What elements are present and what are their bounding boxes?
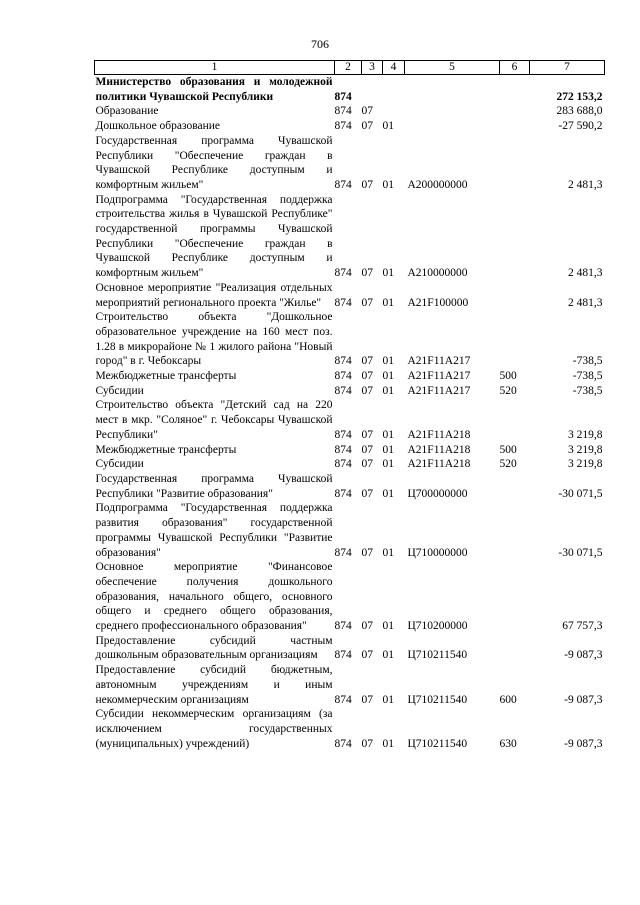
header-col-4: 4 — [383, 61, 405, 75]
row-ministry-code: 874 — [334, 267, 352, 280]
table-row — [95, 369, 605, 384]
row-ministry-code: 874 — [334, 105, 352, 118]
row-target-code: Ц710211540 — [407, 737, 468, 750]
row-section-code: 07 — [361, 296, 373, 309]
row-subsection-code: 01 — [382, 693, 394, 706]
row-subsection-code: 01 — [382, 458, 394, 471]
row-amount: -30 071,5 — [558, 546, 603, 559]
row-expense-type — [500, 310, 530, 369]
row-amount: -9 087,3 — [564, 737, 603, 750]
row-expense-type — [500, 560, 530, 634]
row-expense-type — [500, 281, 530, 310]
row-target-code — [405, 104, 500, 119]
header-col-3: 3 — [362, 61, 383, 75]
row-subsection-code: 01 — [382, 355, 394, 368]
row-expense-type: 500 — [499, 443, 517, 456]
row-ministry-code: 874 — [334, 443, 352, 456]
row-ministry-code: 874 — [334, 546, 352, 559]
row-ministry-code: 874 — [334, 384, 352, 397]
row-subsection-code: 01 — [382, 178, 394, 191]
row-name: Государственная программа Чувашской Республики "Развитие образования" — [95, 472, 333, 500]
table-row — [95, 104, 605, 119]
row-section-code: 07 — [361, 267, 373, 280]
row-amount: 67 757,3 — [562, 620, 603, 633]
row-ministry-code: 874 — [334, 649, 352, 662]
row-ministry-code: 874 — [334, 487, 352, 500]
row-expense-type — [500, 193, 530, 281]
row-subsection-code: 01 — [382, 443, 394, 456]
row-name: Подпрограмма "Государственная поддержка строительства жилья в Чувашской Республике" государственной программы Чувашской Республики "Обеспечение граждан в Чувашской Республике доступным и комфортным жильем" — [95, 193, 333, 280]
table-row — [95, 384, 605, 399]
row-target-code: Ц710211540 — [407, 693, 468, 706]
row-ministry-code: 874 — [335, 75, 362, 105]
row-subsection-code: 01 — [382, 370, 394, 383]
row-section-code: 07 — [361, 649, 373, 662]
table-row — [95, 560, 605, 634]
row-subsection-code: 01 — [382, 737, 394, 750]
row-amount: 283 688,0 — [556, 105, 603, 118]
row-ministry-code: 874 — [334, 458, 352, 471]
row-expense-type: 520 — [499, 384, 517, 397]
row-name: Основное мероприятие "Финансовое обеспечение получения дошкольного образования, начального общего, основного общего и среднего общего образования, среднего профессионального образования" — [95, 561, 333, 633]
row-name: Предоставление субсидий частным дошкольным образовательным организациям — [95, 634, 333, 662]
row-expense-type: 630 — [499, 737, 517, 750]
row-expense-type — [500, 104, 530, 119]
budget-table — [94, 60, 605, 751]
row-amount: -30 071,5 — [558, 487, 603, 500]
header-col-7: 7 — [530, 61, 605, 75]
row-target-code: Ц700000000 — [407, 487, 468, 500]
row-section-code: 07 — [361, 737, 373, 750]
row-name: Субсидии — [95, 458, 144, 471]
row-amount: 3 219,8 — [568, 443, 603, 456]
row-ministry-code: 874 — [334, 178, 352, 191]
row-amount: 3 219,8 — [568, 458, 603, 471]
table-row — [95, 457, 605, 472]
page-number: 706 — [311, 37, 329, 51]
row-section-code: 07 — [361, 443, 373, 456]
row-target-code: А210000000 — [407, 267, 468, 280]
row-section-code: 07 — [361, 355, 373, 368]
row-section-code: 07 — [361, 105, 373, 118]
row-name: Государственная программа Чувашской Республики "Обеспечение граждан в Чувашской Республике доступным и комфортным жильем" — [95, 134, 333, 191]
row-expense-type — [500, 398, 530, 442]
row-target-code — [405, 119, 500, 134]
row-expense-type — [500, 501, 530, 560]
row-section-code: 07 — [361, 428, 373, 441]
row-section-code: 07 — [361, 120, 373, 133]
row-subsection-code: 01 — [382, 620, 394, 633]
row-section-code: 07 — [361, 693, 373, 706]
table-row — [95, 193, 605, 281]
row-section-code: 07 — [361, 620, 373, 633]
row-expense-type — [500, 134, 530, 193]
row-target-code — [405, 75, 500, 105]
row-section-code: 07 — [361, 546, 373, 559]
row-ministry-code: 874 — [334, 370, 352, 383]
row-amount: 2 481,3 — [568, 296, 603, 309]
row-subsection-code — [383, 75, 405, 105]
row-target-code: А21F11А217 — [407, 355, 471, 368]
row-target-code: Ц710200000 — [407, 620, 468, 633]
header-col-1: 1 — [95, 61, 335, 75]
row-subsection-code: 01 — [382, 384, 394, 397]
row-target-code: А21F11А217 — [407, 384, 471, 397]
row-target-code: А200000000 — [407, 178, 468, 191]
row-amount: -738,5 — [572, 384, 603, 397]
row-subsection-code — [383, 104, 405, 119]
table-row — [95, 281, 605, 310]
table-row — [95, 707, 605, 751]
row-amount: 272 153,2 — [530, 75, 605, 105]
table-row — [95, 398, 605, 442]
row-target-code: А21F100000 — [407, 296, 469, 309]
row-name: Субсидии — [95, 384, 144, 397]
row-name: Предоставление субсидий бюджетным, автономным учреждениям и иным некоммерческим организациям — [95, 664, 333, 706]
header-row — [95, 61, 605, 75]
row-subsection-code: 01 — [382, 428, 394, 441]
row-ministry-code: 874 — [334, 693, 352, 706]
table-body — [95, 75, 605, 752]
row-expense-type — [500, 75, 530, 105]
row-amount: 2 481,3 — [568, 267, 603, 280]
row-ministry-code: 874 — [334, 120, 352, 133]
row-expense-type — [500, 634, 530, 663]
row-amount: -738,5 — [572, 370, 603, 383]
row-amount: 3 219,8 — [568, 428, 603, 441]
row-name: Строительство объекта "Дошкольное образовательное учреждение на 160 мест поз. 1.28 в микрорайоне № 1 жилого района "Новый город" в г. Чебоксары — [95, 311, 333, 368]
row-name: Строительство объекта "Детский сад на 220 мест в мкр. "Соляное" г. Чебоксары Чувашской Республики" — [95, 399, 333, 441]
row-name: Межбюджетные трансферты — [95, 443, 237, 456]
row-name: Субсидии некоммерческим организациям (за исключением государственных (муниципальных) учреждений) — [95, 708, 333, 750]
row-target-code: А21F11А217 — [407, 370, 471, 383]
table-header — [95, 61, 605, 75]
row-target-code: Ц710000000 — [407, 546, 468, 559]
row-section-code: 07 — [361, 458, 373, 471]
table-row — [95, 663, 605, 707]
row-ministry-code: 874 — [334, 355, 352, 368]
row-name: Межбюджетные трансферты — [95, 370, 237, 383]
row-subsection-code: 01 — [382, 296, 394, 309]
row-name: Основное мероприятие "Реализация отдельных мероприятий регионального проекта "Жилье" — [95, 281, 333, 309]
row-name: Дошкольное образование — [95, 120, 221, 133]
row-section-code: 07 — [361, 384, 373, 397]
row-ministry-code: 874 — [334, 296, 352, 309]
row-name: Образование — [95, 105, 159, 118]
table-row — [95, 134, 605, 193]
table-row — [95, 75, 605, 105]
row-expense-type: 500 — [499, 370, 517, 383]
header-col-2: 2 — [335, 61, 362, 75]
row-expense-type: 520 — [499, 458, 517, 471]
row-name: Министерство образования и молодежной политики Чувашской Республики — [95, 76, 333, 103]
row-subsection-code: 01 — [382, 267, 394, 280]
row-section-code: 07 — [361, 370, 373, 383]
table-row — [95, 119, 605, 134]
row-amount: 2 481,3 — [568, 178, 603, 191]
row-section-code: 07 — [361, 487, 373, 500]
row-subsection-code: 01 — [382, 649, 394, 662]
row-subsection-code: 01 — [382, 546, 394, 559]
row-amount: -9 087,3 — [564, 693, 603, 706]
row-ministry-code: 874 — [334, 428, 352, 441]
header-col-5: 5 — [405, 61, 500, 75]
table-row — [95, 443, 605, 458]
row-target-code: Ц710211540 — [407, 649, 468, 662]
row-expense-type: 600 — [499, 693, 517, 706]
row-expense-type — [500, 472, 530, 501]
row-amount: -738,5 — [572, 355, 603, 368]
row-ministry-code: 874 — [334, 737, 352, 750]
table-row — [95, 634, 605, 663]
row-subsection-code: 01 — [382, 487, 394, 500]
row-target-code: А21F11А218 — [407, 428, 471, 441]
table-row — [95, 472, 605, 501]
row-section-code — [362, 75, 383, 105]
header-col-6: 6 — [500, 61, 530, 75]
row-target-code: А21F11А218 — [407, 443, 471, 456]
row-subsection-code: 01 — [382, 120, 394, 133]
row-amount: -9 087,3 — [564, 649, 603, 662]
table-row — [95, 310, 605, 369]
row-ministry-code: 874 — [334, 620, 352, 633]
row-name: Подпрограмма "Государственная поддержка развития образования" государственной программы Чувашской Республики "Развитие образования" — [95, 502, 333, 559]
row-target-code: А21F11А218 — [407, 458, 471, 471]
row-expense-type — [500, 119, 530, 134]
row-amount: -27 590,2 — [558, 120, 603, 133]
row-section-code: 07 — [361, 178, 373, 191]
table-row — [95, 501, 605, 560]
